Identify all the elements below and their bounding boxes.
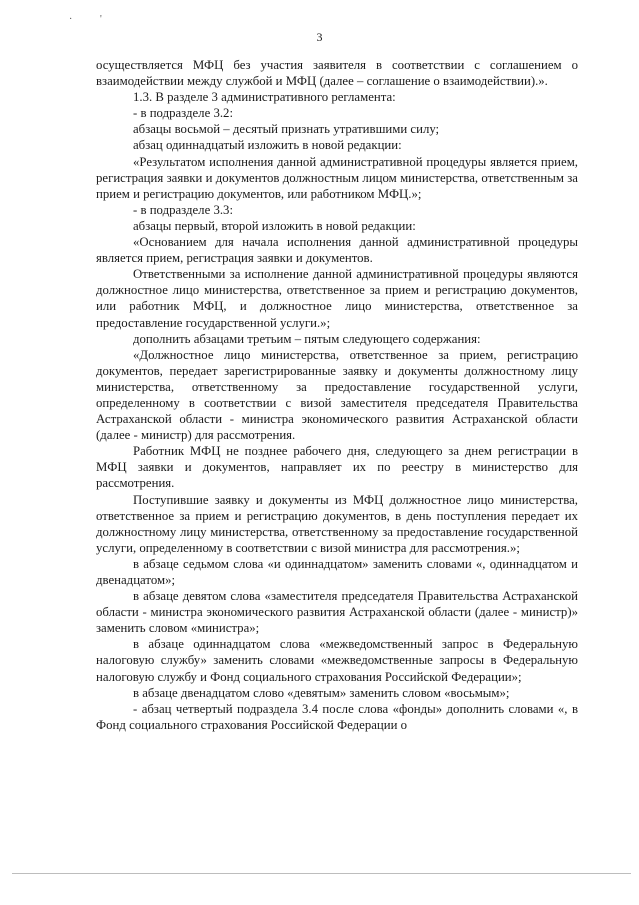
- paragraph: «Должностное лицо министерства, ответственное за прием, регистрацию документов, передает зарегистрированные заявку и документы должностному лицу министерства, ответственному за предоставление государственной услуги, определенному в соответствии с визой заместителя председателя Правительства Астраханской области - министра экономического развития Астраханской области (далее - министр) для рассмотрения.: [96, 347, 578, 443]
- paragraph: 1.3. В разделе 3 административного регламента:: [133, 90, 396, 105]
- page-number: 3: [316, 30, 323, 44]
- paragraph: - в подразделе 3.2:: [133, 106, 234, 121]
- paragraph: Поступившие заявку и документы из МФЦ должностное лицо министерства, ответственное за прием и регистрацию документов, в день поступления передает их должностному лицу министерства, ответственному за предоставление государственной услуги, определенному в соответствии с визой министра для рассмотрения.»;: [96, 492, 578, 555]
- document-body: [96, 57, 578, 733]
- scan-mark: ·: [69, 14, 73, 25]
- paragraph: дополнить абзацами третьим – пятым следующего содержания:: [133, 331, 481, 346]
- paragraph: «Результатом исполнения данной административной процедуры является прием, регистрация заявки и документов должностным лицом министерства, ответственным за прием и регистрацию документов, или работником МФЦ.»;: [96, 154, 578, 201]
- scan-mark: ': [100, 14, 102, 25]
- paragraph: - абзац четвертый подраздела 3.4 после слова «фонды» дополнить словами «, в Фонд социального страхования Российской Федерации о: [96, 701, 578, 732]
- paragraph: абзацы первый, второй изложить в новой редакции:: [133, 218, 416, 233]
- paragraph: абзац одиннадцатый изложить в новой редакции:: [133, 138, 402, 153]
- paragraph: в абзаце одиннадцатом слова «межведомственный запрос в Федеральную налоговую службу» заменить словами «межведомственные запросы в Федеральную налоговую службу и Фонд социального страхования Российской Федерации»;: [96, 637, 578, 684]
- paragraph: Ответственными за исполнение данной административной процедуры являются должностное лицо министерства, ответственное за прием и регистрацию документов, или работник МФЦ, и должностное лицо министерства, ответственное за предоставление государственной услуги.»;: [96, 267, 578, 330]
- paragraph: в абзаце девятом слова «заместителя председателя Правительства Астраханской области - министра экономического развития Астраханской области (далее - министр)» заменить словом «министра»;: [96, 589, 578, 636]
- page-bottom-edge: [12, 873, 631, 874]
- paragraph: в абзаце двенадцатом слово «девятым» заменить словом «восьмым»;: [133, 685, 510, 700]
- paragraph: абзацы восьмой – десятый признать утратившими силу;: [133, 122, 440, 137]
- paragraph: - в подразделе 3.3:: [133, 202, 234, 217]
- paragraph: в абзаце седьмом слова «и одиннадцатом» заменить словами «, одиннадцатом и двенадцатом»;: [96, 556, 578, 587]
- paragraph: Работник МФЦ не позднее рабочего дня, следующего за днем регистрации в МФЦ заявки и документов, направляет их по реестру в министерство для рассмотрения.: [96, 444, 578, 491]
- paragraph: осуществляется МФЦ без участия заявителя в соответствии с соглашением о взаимодействии между службой и МФЦ (далее – соглашение о взаимодействии).».: [96, 58, 578, 89]
- paragraph: «Основанием для начала исполнения данной административной процедуры является прием, регистрация заявки и документов.: [96, 235, 578, 266]
